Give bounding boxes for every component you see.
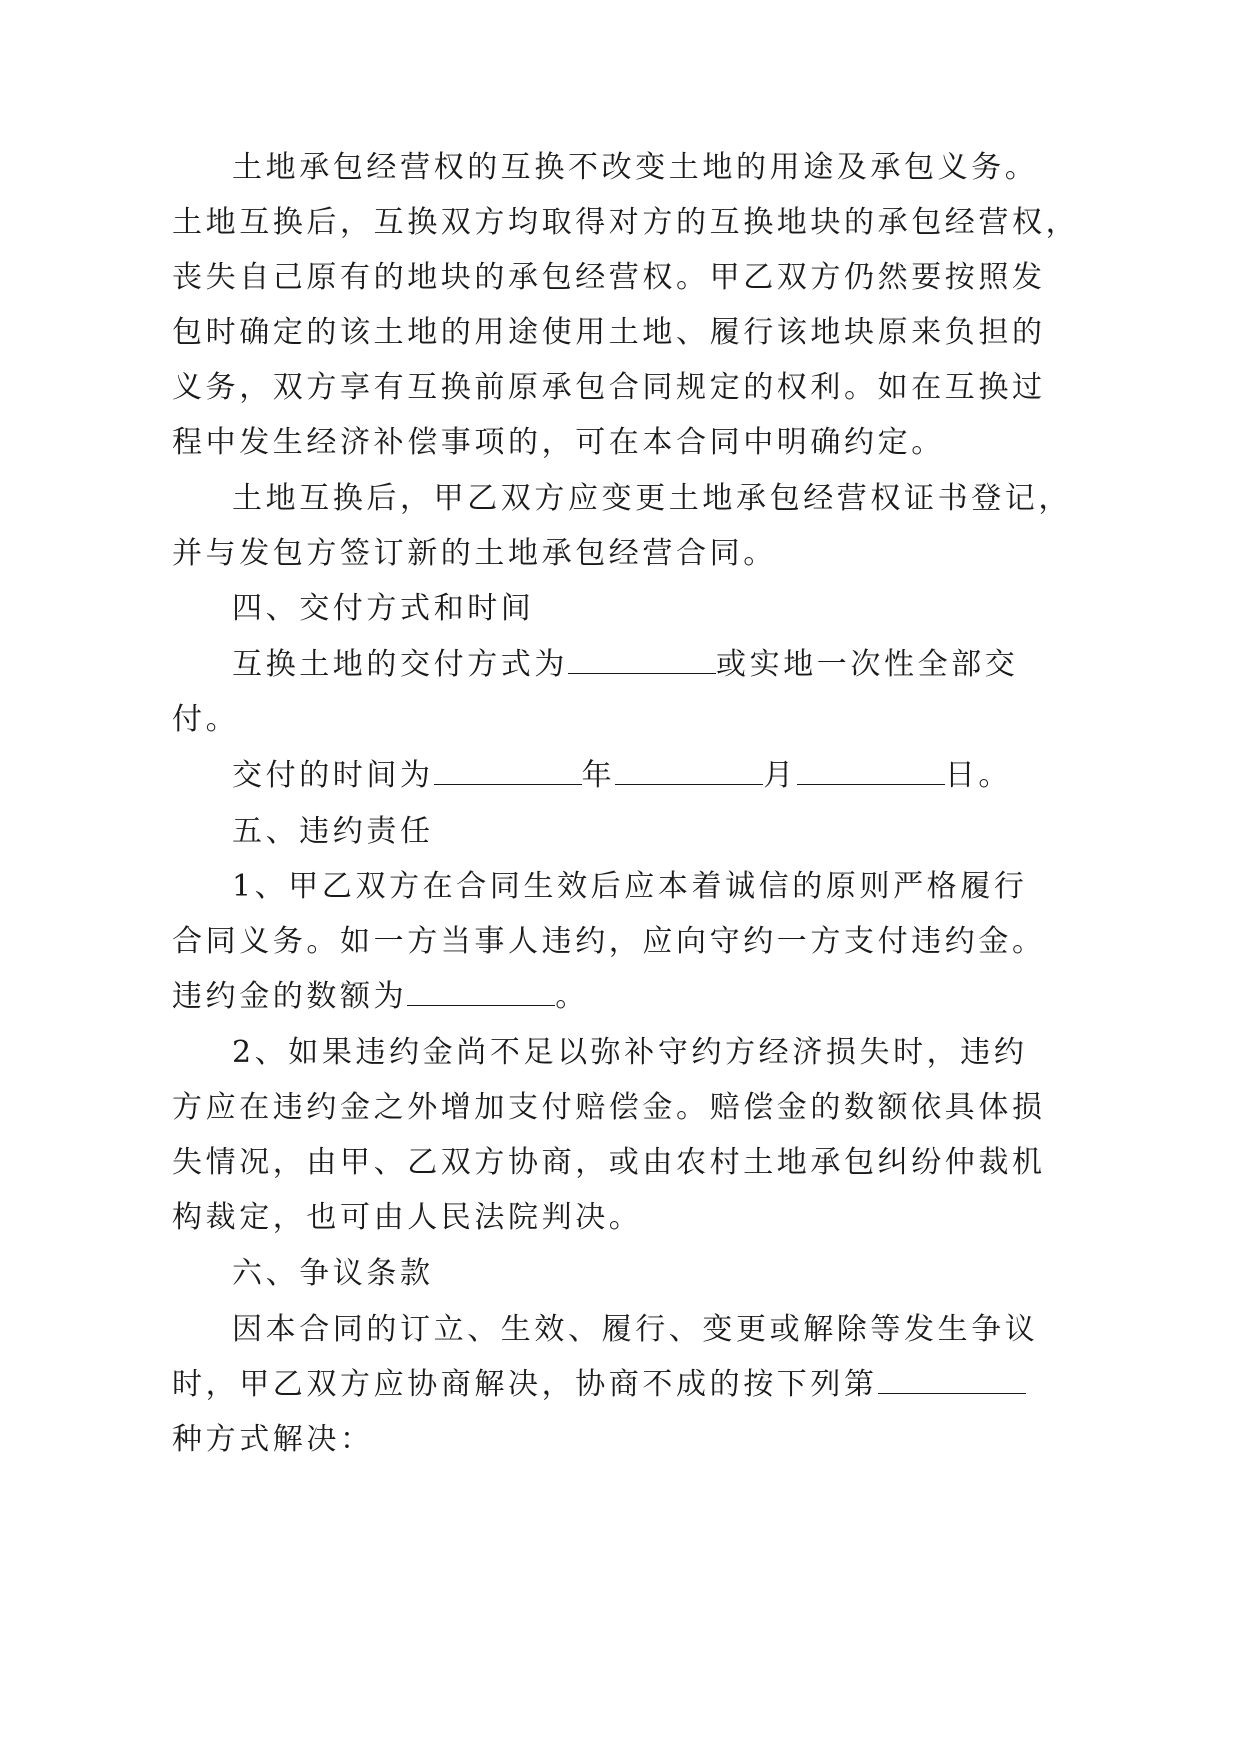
- text-segment: 或实地一次性全部交: [716, 647, 1019, 682]
- paragraph-7-line-3: 种方式解决：: [172, 1422, 374, 1457]
- paragraph-5-line-3: [172, 977, 589, 1017]
- paragraph-4-line-1: [232, 756, 1012, 796]
- text-segment: 交付的时间为: [232, 758, 434, 793]
- text-segment: 月: [763, 758, 797, 793]
- text-segment: 。: [555, 979, 589, 1014]
- paragraph-2-line-2: 并与发包方签订新的土地承包经营合同。: [172, 536, 777, 571]
- fill-in-blank: [407, 979, 555, 1006]
- paragraph-1-line-2: 土地互换后，互换双方均取得对方的互换地块的承包经营权，: [172, 205, 1080, 240]
- paragraph-1-line-5: 义务，双方享有互换前原承包合同规定的权利。如在互换过: [172, 370, 1046, 405]
- fill-in-blank-year: [434, 758, 582, 785]
- paragraph-6-line-3: 失情况，由甲、乙双方协商，或由农村土地承包纠纷仲裁机: [172, 1145, 1046, 1180]
- paragraph-6-line-4: 构裁定，也可由人民法院判决。: [172, 1200, 643, 1235]
- paragraph-1-line-3: 丧失自己原有的地块的承包经营权。甲乙双方仍然要按照发: [172, 260, 1046, 295]
- paragraph-6-line-2: 方应在违约金之外增加支付赔偿金。赔偿金的数额依具体损: [172, 1090, 1046, 1125]
- fill-in-blank-month: [615, 758, 763, 785]
- section-heading-4: 四、交付方式和时间: [232, 591, 535, 626]
- text-segment: 互换土地的交付方式为: [232, 647, 568, 682]
- paragraph-6-line-1: 2、如果违约金尚不足以弥补守约方经济损失时，违约: [232, 1035, 1028, 1070]
- section-heading-5: 五、违约责任: [232, 814, 434, 849]
- section-heading-6: 六、争议条款: [232, 1256, 434, 1291]
- fill-in-blank: [568, 647, 716, 674]
- paragraph-1-line-6: 程中发生经济补偿事项的，可在本合同中明确约定。: [172, 425, 945, 460]
- paragraph-3-line-2: 付。: [172, 702, 240, 737]
- paragraph-7-line-2: [172, 1365, 1026, 1405]
- text-segment: 违约金的数额为: [172, 979, 408, 1014]
- paragraph-1-line-1: 土地承包经营权的互换不改变土地的用途及承包义务。: [232, 150, 1039, 185]
- fill-in-blank: [878, 1367, 1026, 1394]
- paragraph-1-line-4: 包时确定的该土地的用途使用土地、履行该地块原来负担的: [172, 315, 1046, 350]
- text-segment: 时，甲乙双方应协商解决，协商不成的按下列第: [172, 1367, 878, 1402]
- paragraph-5-line-2: 合同义务。如一方当事人违约，应向守约一方支付违约金。: [172, 924, 1046, 959]
- paragraph-3-line-1: [232, 645, 1018, 685]
- paragraph-2-line-1: 土地互换后，甲乙双方应变更土地承包经营权证书登记，: [232, 481, 1072, 516]
- text-segment: 年: [581, 758, 616, 793]
- fill-in-blank-day: [797, 758, 945, 785]
- paragraph-5-line-1: 1、甲乙双方在合同生效后应本着诚信的原则严格履行: [232, 869, 1028, 904]
- text-segment: 日。: [944, 758, 1013, 793]
- paragraph-7-line-1: 因本合同的订立、生效、履行、变更或解除等发生争议: [232, 1312, 1039, 1347]
